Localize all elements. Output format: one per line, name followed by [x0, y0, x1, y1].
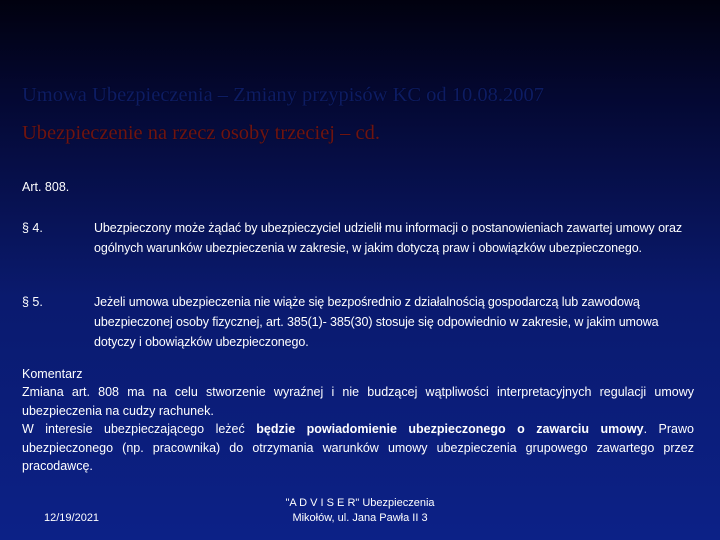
comment-text-2-bold: będzie powiadomienie ubezpieczonego o zawarciu umowy: [256, 422, 644, 437]
paragraph-5: [22, 292, 700, 354]
footer-company-address: Mikołów, ul. Jana Pawła II 3: [292, 512, 428, 524]
comment-heading: Komentarz: [22, 367, 83, 381]
paragraph-number: § 5.: [22, 295, 43, 309]
comment-block: [22, 365, 694, 475]
slide-subtitle: Ubezpieczenie na rzecz osoby trzeciej – cd.: [22, 122, 380, 144]
footer-company-name: "A D V I S E R" Ubezpieczenia: [285, 497, 435, 509]
comment-text-2: [22, 420, 694, 475]
paragraph-text: Jeżeli umowa ubezpieczenia nie wiąże się bezpośrednio z działalnością gospodarczą lub zawodową ubezpieczonej osoby fizycznej, art. 385(1)- 385(30) stosuje się odpowiednio w zakresie, w jakim umowa dotyczy i obowiązków ubezpieczonego.: [94, 295, 659, 349]
paragraph-4: [22, 218, 700, 280]
comment-text-2-prefix: W interesie ubezpieczającego leżeć: [22, 422, 257, 437]
comment-text-1: Zmiana art. 808 ma na celu stworzenie wyraźnej i nie budzącej wątpliwości interpretacyjnych regulacji umowy ubezpieczenia na cudzy rachunek.: [22, 385, 694, 418]
slide-title: Umowa Ubezpieczenia – Zmiany przypisów KC od 10.08.2007: [22, 84, 545, 106]
footer-company: [240, 496, 480, 526]
footer-date: 12/19/2021: [44, 512, 100, 524]
paragraph-text: Ubezpieczony może żądać by ubezpieczyciel udzielił mu informacji o postanowieniach zawartej umowy oraz ogólnych warunków ubezpieczenia w zakresie, w jakim dotyczą praw i obowiązków ubezpieczonego.: [94, 221, 683, 255]
comment-text-2-suffix: . Prawo ubezpieczonego (np. pracownika) do otrzymania warunków umowy ubezpieczenia grupowego zawartego przez pracodawcę.: [22, 422, 694, 474]
article-label: Art. 808.: [22, 180, 70, 194]
paragraph-number: § 4.: [22, 221, 43, 235]
